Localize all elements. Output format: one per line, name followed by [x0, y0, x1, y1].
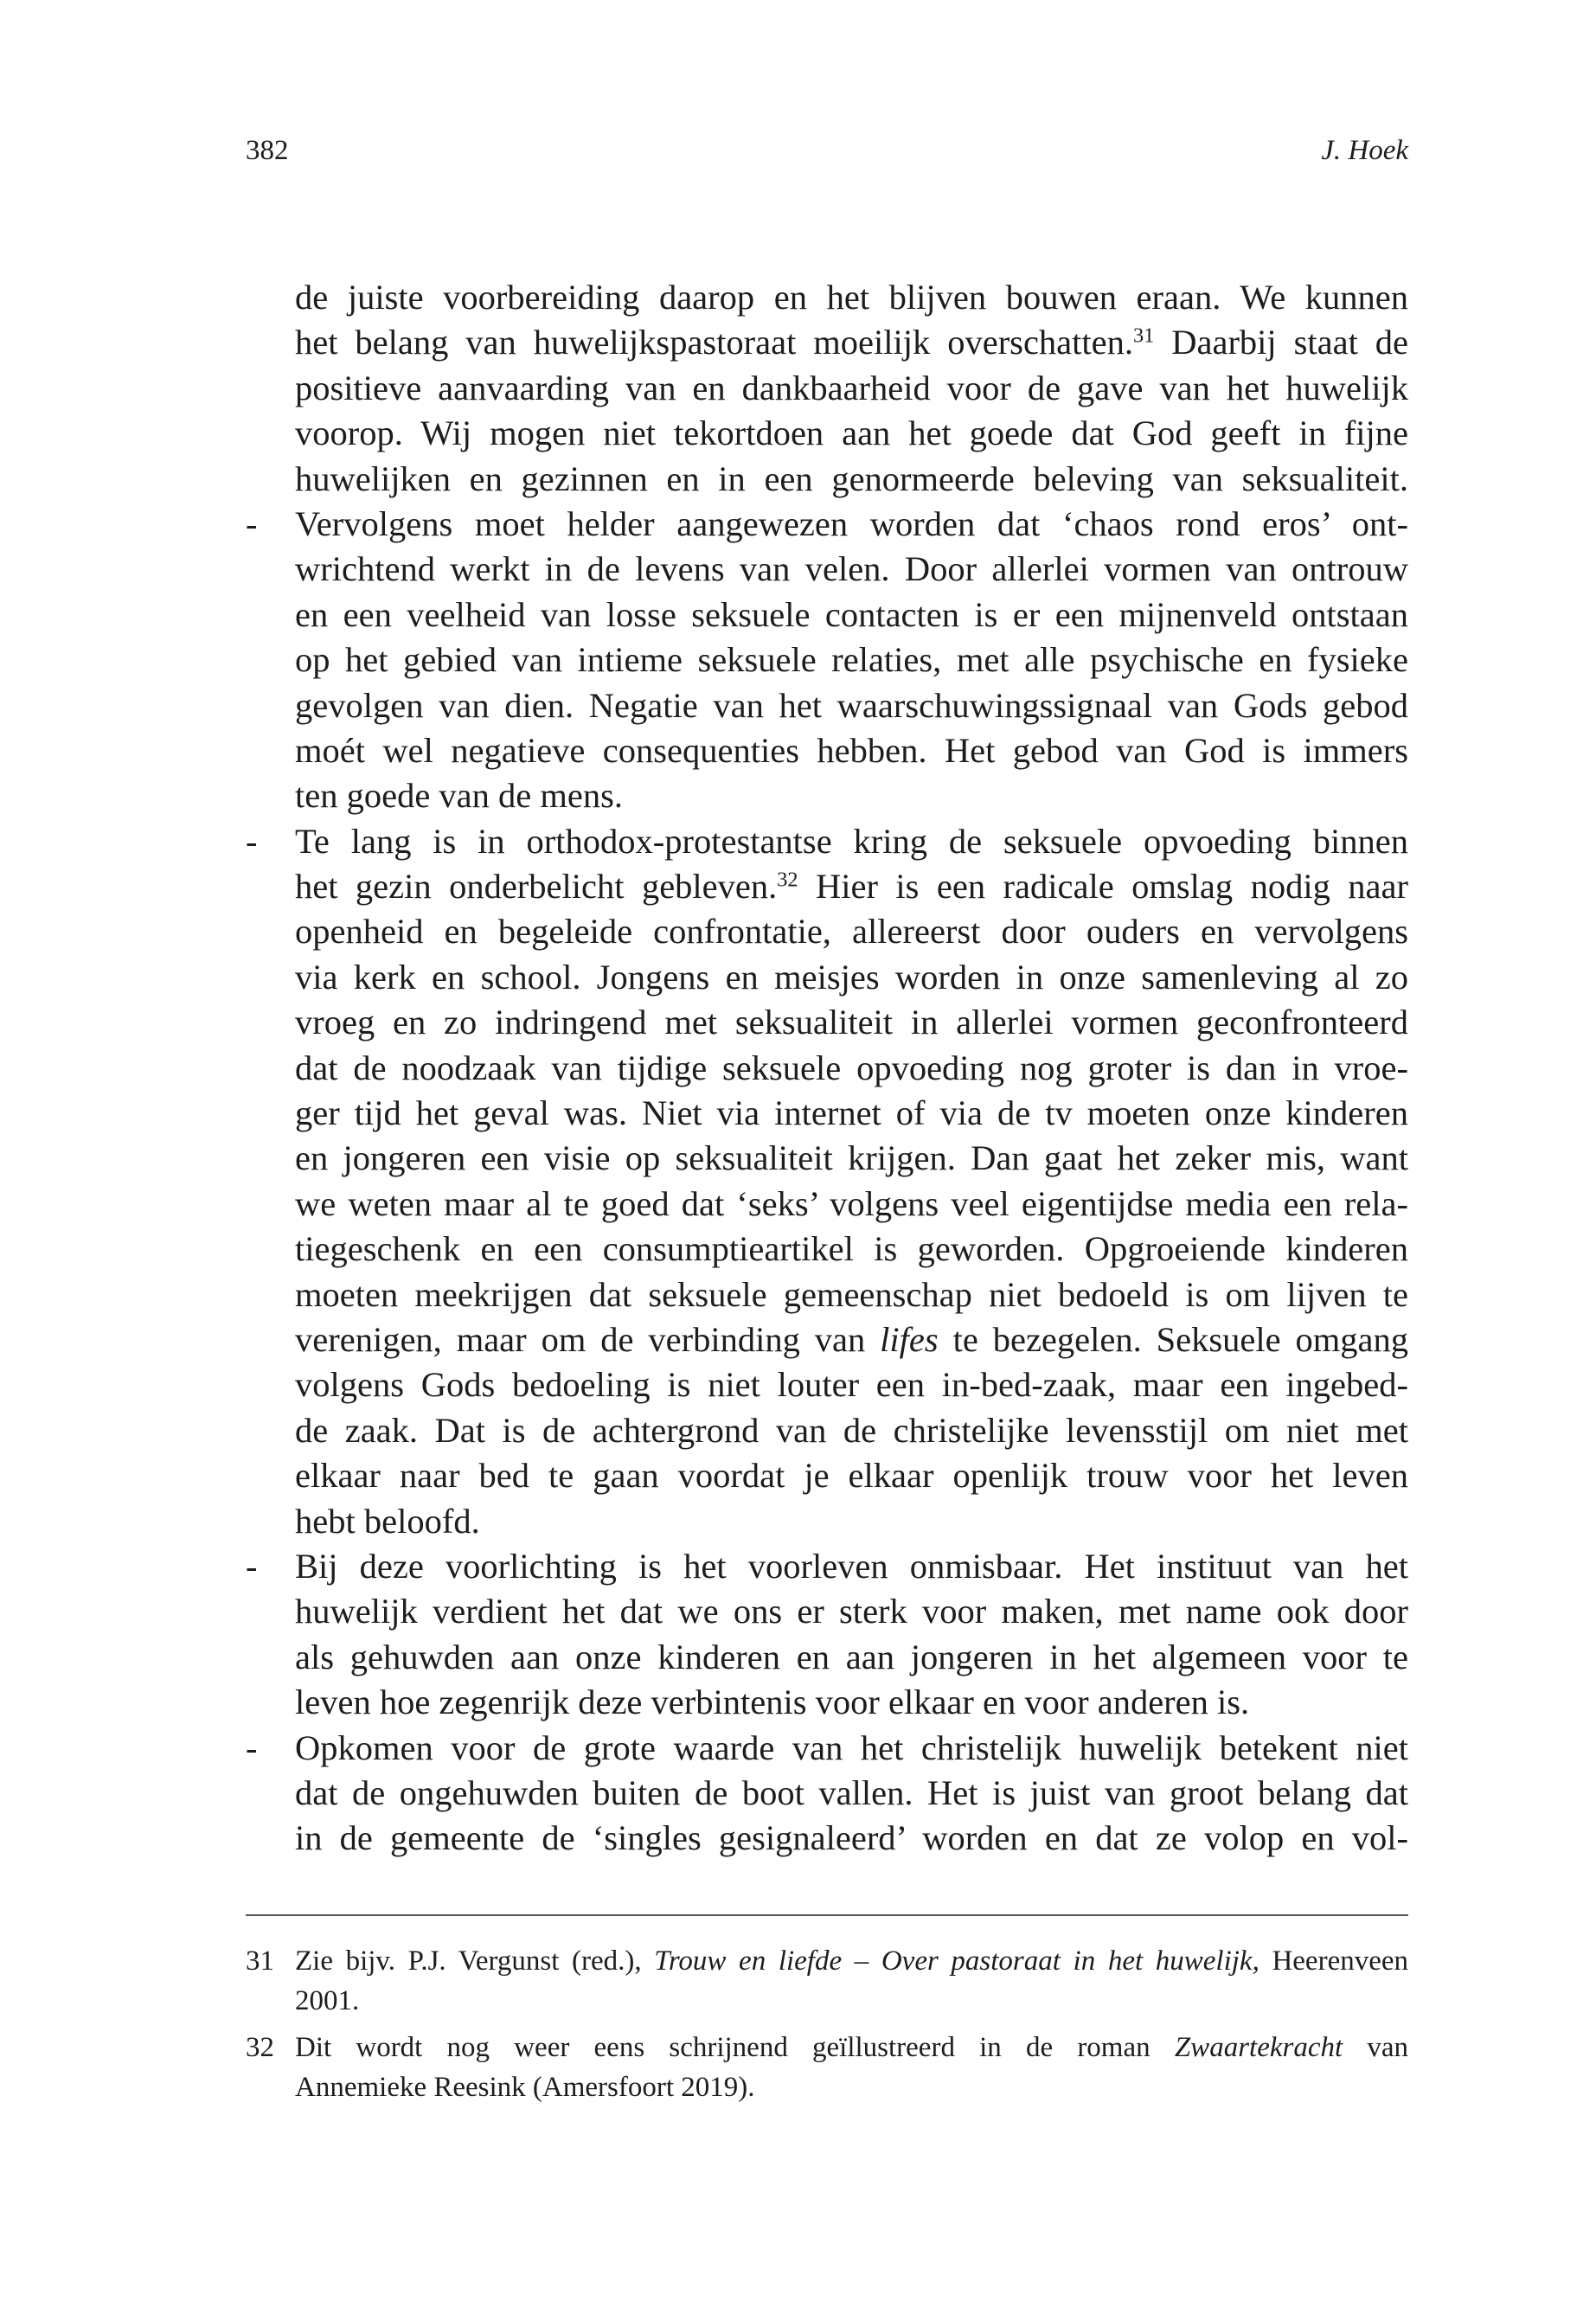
running-header [246, 135, 1408, 178]
text-line: wrichtend werkt in de levens van velen. Door allerlei vormen van ontrouw [295, 549, 1408, 589]
text-line: in de gemeente de ‘singles gesignaleerd’ worden en dat ze volop en vol- [295, 1818, 1408, 1858]
running-head-author: J. Hoek [1321, 135, 1408, 166]
text-line: - Te lang is in orthodox-protestantse kring de seksuele opvoeding binnen [246, 819, 1408, 864]
text-line: dat de ongehuwden buiten de boot vallen. Het is juist van groot belang dat [295, 1772, 1408, 1812]
footnote-number: 31 [246, 1945, 274, 1977]
page-number: 382 [246, 135, 289, 166]
text-line: we weten maar al te goed dat ‘seks’ volgens veel eigentijdse media een rela- [295, 1183, 1408, 1223]
text-line: huwelijken en gezinnen en in een genormeerde beleving van seksualiteit. [295, 458, 1408, 498]
text-line: voorop. Wij mogen niet tekortdoen aan het goede dat God geeft in fijne [295, 413, 1408, 453]
text-line: vroeg en zo indringend met seksualiteit in allerlei vormen geconfronteerd [295, 1003, 1408, 1042]
text-line: de juiste voorbereiding daarop en het blijven bouwen eraan. We kunnen [295, 278, 1408, 317]
text-line: huwelijk verdient het dat we ons er sterk voor maken, met name ook door [295, 1592, 1408, 1631]
text-line: en jongeren een visie op seksualiteit krijgen. Dan gaat het zeker mis, want [295, 1138, 1408, 1178]
footnote-31 [246, 1941, 1408, 2021]
footnote-separator [246, 1914, 1408, 1916]
text-line: en een veelheid van losse seksuele contacten is er een mijnenveld ontstaan [295, 594, 1408, 634]
text-line: ten goede van de mens. [295, 776, 623, 816]
text-line: volgens Gods bedoeling is niet louter een in-bed-zaak, maar een ingebed- [295, 1365, 1408, 1405]
italic-title: Zwaartekracht [1174, 2032, 1343, 2063]
footnote-line: 31 Zie bijv. P.J. Vergunst (red.), Trouw en liefde – Over pastoraat in het huwelijk, Heerenveen [246, 1941, 1408, 1981]
footnote-line: Annemieke Reesink (Amersfoort 2019). [295, 2072, 755, 2103]
main-text [246, 275, 1408, 1862]
italic-term: lifes [880, 1319, 939, 1359]
dash-list-item [246, 502, 1408, 819]
text-line: verenigen, maar om de verbinding van lifes te bezegelen. Seksuele omgang [295, 1319, 1408, 1359]
text-line: - Bij deze voorlichting is het voorleven onmisbaar. Het instituut van het [246, 1544, 1408, 1589]
dash-marker: - [246, 1546, 258, 1586]
text-line: hebt beloofd. [295, 1501, 480, 1541]
footnote-number: 32 [246, 2032, 274, 2063]
text-line: moét wel negatieve consequenties hebben. Het gebod van God is immers [295, 730, 1408, 770]
dash-list-item [246, 1544, 1408, 1726]
footnote-line: 32 Dit wordt nog weer eens schrijnend geïllustreerd in de roman Zwaartekracht van [246, 2028, 1408, 2067]
footnote-ref-31[interactable]: 31 [1133, 324, 1155, 349]
text-line: dat de noodzaak van tijdige seksuele opvoeding nog groter is dan in vroe- [295, 1048, 1408, 1087]
footnote-ref-32[interactable]: 32 [777, 868, 798, 892]
dash-list-item [246, 1726, 1408, 1862]
footnote-line: 2001. [295, 1985, 360, 2016]
dash-marker: - [246, 503, 258, 543]
text-line: de zaak. Dat is de achtergrond van de christelijke levensstijl om niet met [295, 1410, 1408, 1450]
text-line: gevolgen van dien. Negatie van het waarschuwingssignaal van Gods gebod [295, 685, 1408, 725]
italic-title: Trouw en liefde – Over pastoraat in het huwelijk, [654, 1945, 1259, 1977]
text-line: positieve aanvaarding van en dankbaarheid voor de gave van het huwelijk [295, 368, 1408, 407]
text-line: als gehuwden aan onze kinderen en aan jongeren in het algemeen voor te [295, 1637, 1408, 1676]
text-line: openheid en begeleide confrontatie, allereerst door ouders en vervolgens [295, 912, 1408, 952]
text-line: ger tijd het geval was. Niet via internet of via de tv moeten onze kinderen [295, 1093, 1408, 1133]
text-line: tiegeschenk en een consumptieartikel is geworden. Opgroeiende kinderen [295, 1229, 1408, 1269]
text-line: elkaar naar bed te gaan voordat je elkaar openlijk trouw voor het leven [295, 1456, 1408, 1496]
dash-list-item [246, 819, 1408, 1544]
dash-marker: - [246, 1727, 258, 1767]
text-line: het belang van huwelijkspastoraat moeilijk overschatten.$^{31}$ Daarbij staat de [295, 323, 1408, 362]
text-line: het gezin onderbelicht gebleven.$^{32}$ Hier is een radicale omslag nodig naar [295, 867, 1408, 907]
footnotes [246, 1941, 1408, 2107]
text-line: via kerk en school. Jongens en meisjes worden in onze samenleving al zo [295, 957, 1408, 997]
text-line: op het gebied van intieme seksuele relaties, met alle psychische en fysieke [295, 640, 1408, 680]
text-line: - Vervolgens moet helder aangewezen worden dat ‘chaos rond eros’ ont- [246, 502, 1408, 547]
text-line: moeten meekrijgen dat seksuele gemeenschap niet bedoeld is om lijven te [295, 1274, 1408, 1314]
dash-marker: - [246, 821, 258, 861]
paragraph [246, 275, 1408, 502]
text-line: leven hoe zegenrijk deze verbintenis voor elkaar en voor anderen is. [295, 1682, 1250, 1722]
text-line: - Opkomen voor de grote waarde van het christelijk huwelijk betekent niet [246, 1726, 1408, 1771]
footnote-32 [246, 2028, 1408, 2107]
